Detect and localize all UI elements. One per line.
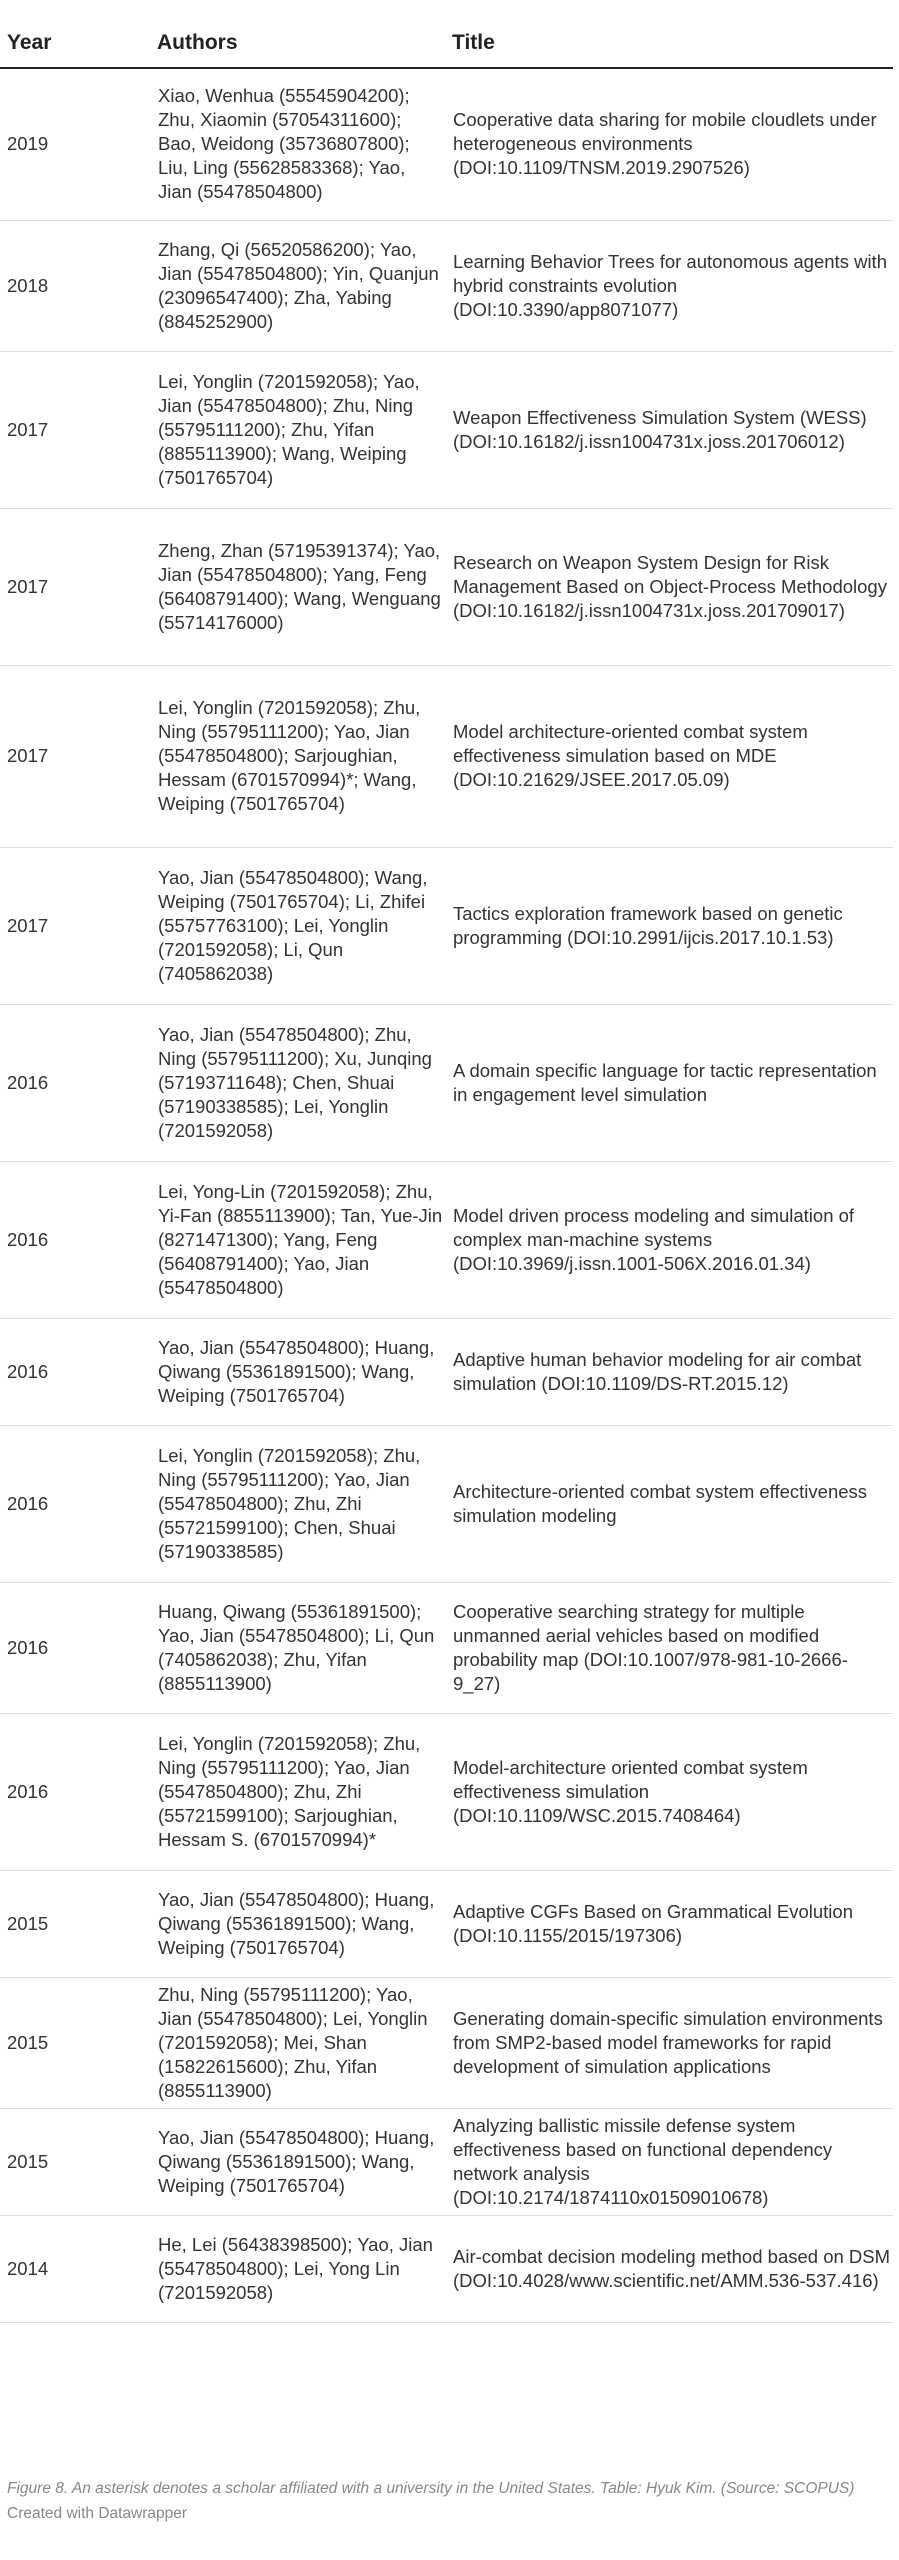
table-row: [0, 1870, 893, 1977]
cell-title: Architecture-oriented combat system effectiveness simulation modeling: [452, 1425, 893, 1582]
table-row: [0, 1161, 893, 1318]
table-body: [0, 68, 893, 2322]
cell-year: 2014: [0, 2215, 157, 2322]
cell-title: Cooperative data sharing for mobile cloudlets under heterogeneous environments (DOI:10.1109/TNSM.2019.2907526): [452, 68, 893, 220]
publications-table: [0, 18, 893, 2323]
cell-year: 2018: [0, 220, 157, 351]
cell-title: Model driven process modeling and simulation of complex man-machine systems (DOI:10.3969/j.issn.1001-506X.2016.01.34): [452, 1161, 893, 1318]
table-row: [0, 1425, 893, 1582]
table-row: [0, 1318, 893, 1425]
cell-authors: Yao, Jian (55478504800); Wang, Weiping (7501765704); Li, Zhifei (55757763100); Lei, Yonglin (7201592058); Li, Qun (7405862038): [157, 847, 452, 1004]
cell-authors: Zheng, Zhan (57195391374); Yao, Jian (55478504800); Yang, Feng (56408791400); Wang, Wenguang (55714176000): [157, 508, 452, 665]
cell-year: 2017: [0, 847, 157, 1004]
cell-year: 2017: [0, 665, 157, 847]
cell-authors: Xiao, Wenhua (55545904200); Zhu, Xiaomin (57054311600); Bao, Weidong (35736807800); Liu, Ling (55628583368); Yao, Jian (55478504800): [157, 68, 452, 220]
cell-authors: He, Lei (56438398500); Yao, Jian (55478504800); Lei, Yong Lin (7201592058): [157, 2215, 452, 2322]
cell-title: Model-architecture oriented combat system effectiveness simulation (DOI:10.1109/WSC.2015.7408464): [452, 1713, 893, 1870]
cell-title: Adaptive human behavior modeling for air combat simulation (DOI:10.1109/DS-RT.2015.12): [452, 1318, 893, 1425]
cell-title: Tactics exploration framework based on genetic programming (DOI:10.2991/ijcis.2017.10.1.53): [452, 847, 893, 1004]
column-header-authors: Authors: [157, 18, 452, 68]
figure-caption: Figure 8. An asterisk denotes a scholar affiliated with a university in the United States. Table: Hyuk Kim. (Source: SCOPUS): [7, 2480, 855, 2497]
cell-year: 2019: [0, 68, 157, 220]
datawrapper-credit-link[interactable]: Created with Datawrapper: [7, 2505, 188, 2522]
column-header-title: Title: [452, 18, 893, 68]
cell-year: 2016: [0, 1004, 157, 1161]
cell-authors: Huang, Qiwang (55361891500); Yao, Jian (55478504800); Li, Qun (7405862038); Zhu, Yifan (8855113900): [157, 1582, 452, 1713]
cell-year: 2016: [0, 1318, 157, 1425]
cell-title: Learning Behavior Trees for autonomous agents with hybrid constraints evolution (DOI:10.3390/app8071077): [452, 220, 893, 351]
table-row: [0, 665, 893, 847]
table-row: [0, 220, 893, 351]
cell-year: 2015: [0, 1977, 157, 2108]
table-header: [0, 18, 893, 68]
table-row: [0, 508, 893, 665]
cell-year: 2016: [0, 1161, 157, 1318]
cell-authors: Zhang, Qi (56520586200); Yao, Jian (55478504800); Yin, Quanjun (23096547400); Zha, Yabing (8845252900): [157, 220, 452, 351]
column-header-year: Year: [0, 18, 157, 68]
cell-title: Model architecture-oriented combat system effectiveness simulation based on MDE (DOI:10.21629/JSEE.2017.05.09): [452, 665, 893, 847]
cell-year: 2016: [0, 1425, 157, 1582]
table-row: [0, 1977, 893, 2108]
cell-title: Weapon Effectiveness Simulation System (WESS) (DOI:10.16182/j.issn1004731x.joss.201706012): [452, 351, 893, 508]
cell-title: Air-combat decision modeling method based on DSM (DOI:10.4028/www.scientific.net/AMM.536-537.416): [452, 2215, 893, 2322]
cell-authors: Lei, Yonglin (7201592058); Yao, Jian (55478504800); Zhu, Ning (55795111200); Zhu, Yifan (8855113900); Wang, Weiping (7501765704): [157, 351, 452, 508]
cell-year: 2017: [0, 508, 157, 665]
cell-authors: Lei, Yonglin (7201592058); Zhu, Ning (55795111200); Yao, Jian (55478504800); Sarjoughian, Hessam (6701570994)*; Wang, Weiping (7501765704): [157, 665, 452, 847]
cell-year: 2015: [0, 1870, 157, 1977]
table-row: [0, 68, 893, 220]
table-row: [0, 351, 893, 508]
table-row: [0, 847, 893, 1004]
cell-authors: Zhu, Ning (55795111200); Yao, Jian (55478504800); Lei, Yonglin (7201592058); Mei, Shan (15822615600); Zhu, Yifan (8855113900): [157, 1977, 452, 2108]
cell-year: 2016: [0, 1582, 157, 1713]
cell-title: Generating domain-specific simulation environments from SMP2-based model frameworks for rapid development of simulation applications: [452, 1977, 893, 2108]
header-row: [0, 18, 893, 68]
cell-year: 2016: [0, 1713, 157, 1870]
cell-title: Analyzing ballistic missile defense system effectiveness based on functional dependency network analysis (DOI:10.2174/1874110x01509010678): [452, 2108, 893, 2215]
cell-title: Research on Weapon System Design for Risk Management Based on Object-Process Methodology (DOI:10.16182/j.issn1004731x.joss.201709017): [452, 508, 893, 665]
table-row: [0, 2108, 893, 2215]
table-footer: [7, 2478, 887, 2524]
cell-authors: Lei, Yonglin (7201592058); Zhu, Ning (55795111200); Yao, Jian (55478504800); Zhu, Zhi (55721599100); Sarjoughian, Hessam S. (6701570994)*: [157, 1713, 452, 1870]
cell-title: Cooperative searching strategy for multiple unmanned aerial vehicles based on modified probability map (DOI:10.1007/978-981-10-2666-9_27): [452, 1582, 893, 1713]
cell-title: A domain specific language for tactic representation in engagement level simulation: [452, 1004, 893, 1161]
cell-year: 2015: [0, 2108, 157, 2215]
table-row: [0, 1713, 893, 1870]
cell-authors: Yao, Jian (55478504800); Huang, Qiwang (55361891500); Wang, Weiping (7501765704): [157, 1870, 452, 1977]
cell-year: 2017: [0, 351, 157, 508]
table-row: [0, 1582, 893, 1713]
cell-authors: Lei, Yonglin (7201592058); Zhu, Ning (55795111200); Yao, Jian (55478504800); Zhu, Zhi (55721599100); Chen, Shuai (57190338585): [157, 1425, 452, 1582]
cell-authors: Lei, Yong-Lin (7201592058); Zhu, Yi-Fan (8855113900); Tan, Yue-Jin (8271471300); Yang, Feng (56408791400); Yao, Jian (55478504800): [157, 1161, 452, 1318]
table-row: [0, 2215, 893, 2322]
table-row: [0, 1004, 893, 1161]
cell-authors: Yao, Jian (55478504800); Huang, Qiwang (55361891500); Wang, Weiping (7501765704): [157, 1318, 452, 1425]
cell-authors: Yao, Jian (55478504800); Zhu, Ning (55795111200); Xu, Junqing (57193711648); Chen, Shuai (57190338585); Lei, Yonglin (7201592058): [157, 1004, 452, 1161]
cell-authors: Yao, Jian (55478504800); Huang, Qiwang (55361891500); Wang, Weiping (7501765704): [157, 2108, 452, 2215]
cell-title: Adaptive CGFs Based on Grammatical Evolution (DOI:10.1155/2015/197306): [452, 1870, 893, 1977]
